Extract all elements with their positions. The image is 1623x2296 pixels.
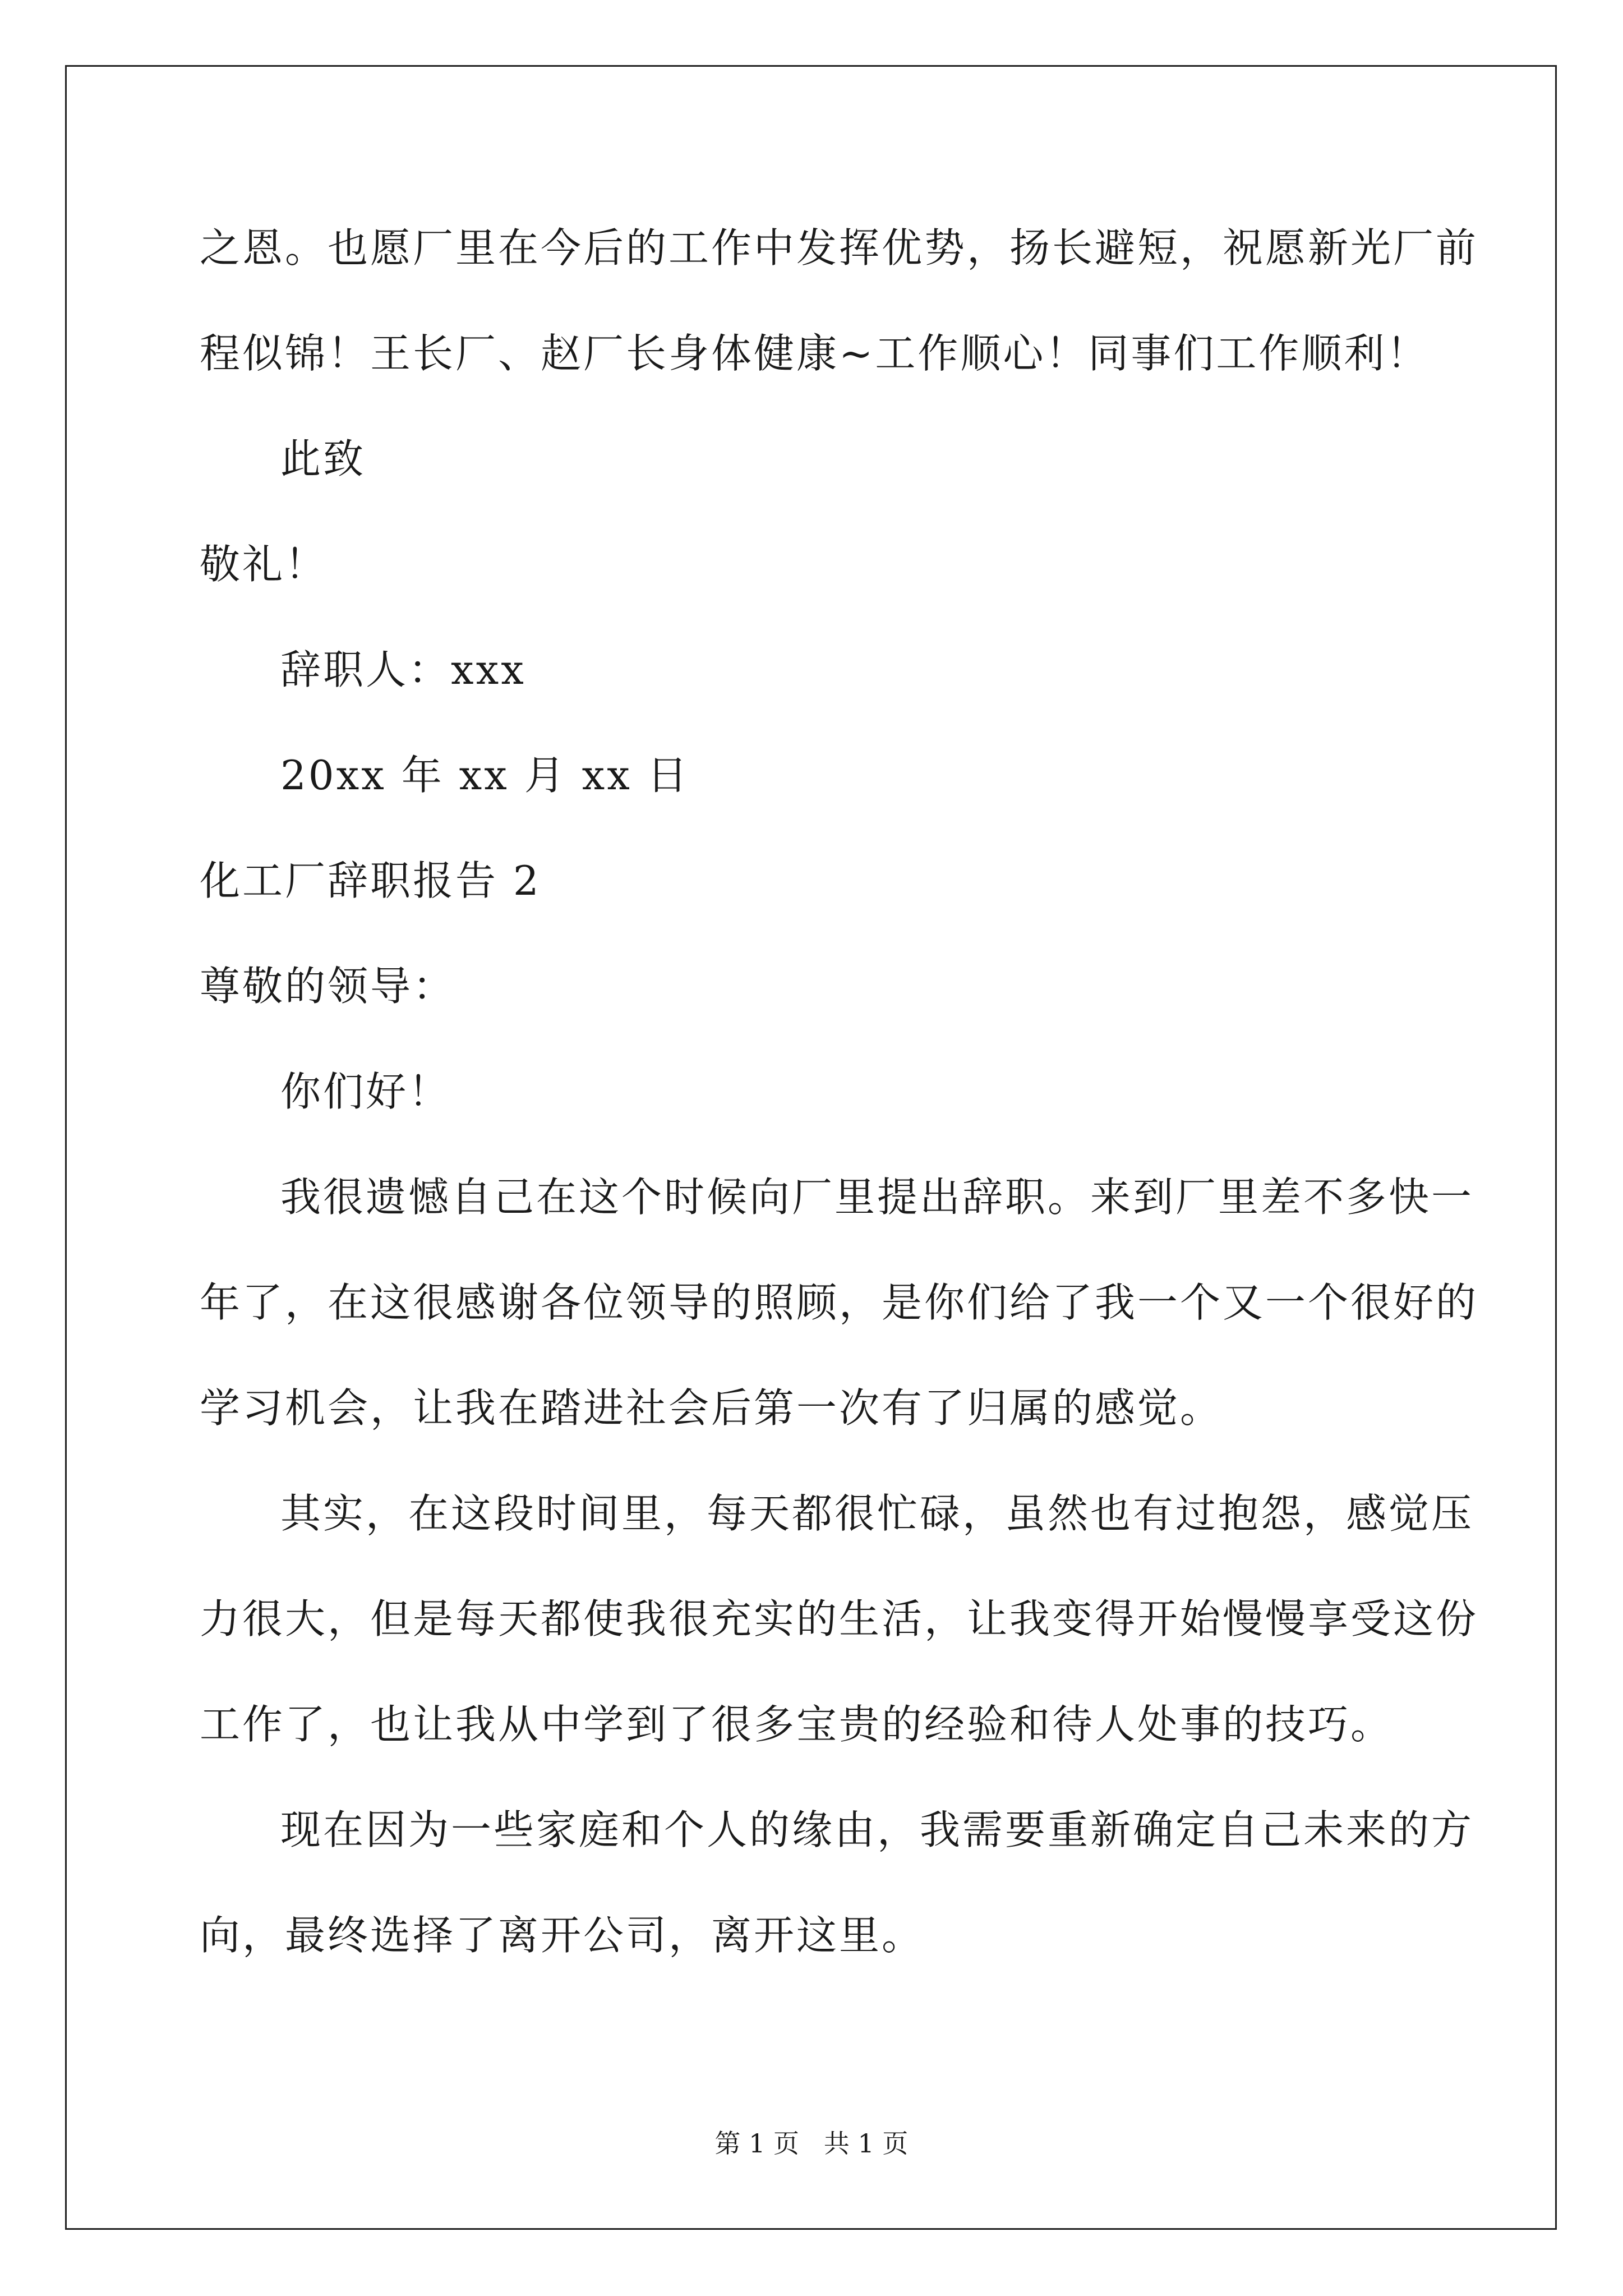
body-line: 工作了，也让我从中学到了很多宝贵的经验和待人处事的技巧。 bbox=[200, 1701, 1394, 1748]
page-number-footer: 第 1 页 共 1 页 bbox=[714, 2128, 909, 2159]
body-line: 之恩。也愿厂里在今后的工作中发挥优势，扬长避短，祝愿新光厂前 bbox=[200, 224, 1479, 272]
body-line: 学习机会，让我在踏进社会后第一次有了归属的感觉。 bbox=[200, 1384, 1223, 1432]
closing-salutation: 此致 bbox=[280, 435, 366, 482]
greeting-addressee: 尊敬的领导： bbox=[200, 963, 456, 1010]
body-line: 我很遗憾自己在这个时候向厂里提出辞职。来到厂里差不多快一 bbox=[280, 1174, 1474, 1221]
date-line: 20xx 年 xx 月 xx 日 bbox=[280, 752, 690, 799]
body-line: 现在因为一些家庭和个人的缘由，我需要重新确定自己未来的方 bbox=[280, 1806, 1474, 1853]
body-line: 程似锦！王长厂、赵厂长身体健康~工作顺心！同事们工作顺利！ bbox=[200, 330, 1430, 377]
greeting: 你们好！ bbox=[280, 1068, 451, 1115]
body-line: 力很大，但是每天都使我很充实的生活，让我变得开始慢慢享受这份 bbox=[200, 1595, 1479, 1642]
page-frame bbox=[65, 65, 1557, 2230]
body-line: 其实，在这段时间里，每天都很忙碌，虽然也有过抱怨，感觉压 bbox=[280, 1490, 1474, 1537]
signature-line: 辞职人：xxx bbox=[280, 646, 526, 693]
body-line: 年了，在这很感谢各位领导的照顾，是你们给了我一个又一个很好的 bbox=[200, 1279, 1479, 1326]
body-line: 向，最终选择了离开公司，离开这里。 bbox=[200, 1912, 925, 1959]
section-title: 化工厂辞职报告 2 bbox=[200, 857, 541, 904]
closing-regards: 敬礼！ bbox=[200, 541, 328, 588]
